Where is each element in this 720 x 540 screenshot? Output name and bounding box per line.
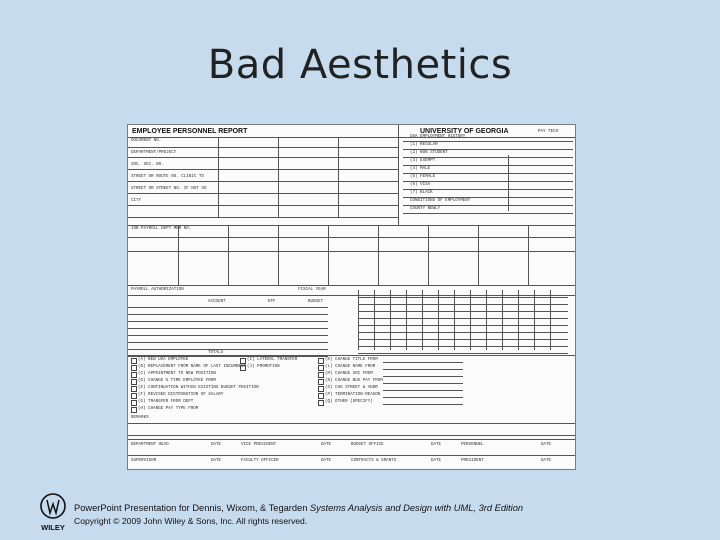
check-box xyxy=(131,372,137,378)
left-label: CITY xyxy=(131,199,142,203)
form-rule xyxy=(128,225,575,226)
right-label: (2) NON STUDENT xyxy=(410,151,448,155)
form-rule xyxy=(128,157,398,158)
fiscal-year-label: FISCAL YEAR xyxy=(298,288,326,292)
form-rule xyxy=(398,125,399,225)
signature-label: DATE xyxy=(541,459,552,463)
form-rule xyxy=(128,295,575,296)
checklist-item: (L) CHANGE NAME FROM xyxy=(325,365,376,369)
right-label: USA EMPLOYMENT HISTORY xyxy=(410,135,466,139)
form-rule xyxy=(508,155,509,211)
left-label: STREET OR ROUTE NO. CLINIC TO xyxy=(131,175,204,179)
footer-line-1 xyxy=(74,502,523,515)
check-box xyxy=(318,393,324,399)
form-rule xyxy=(128,205,398,206)
budget-label: BUDGET xyxy=(308,300,324,304)
payroll-authorization-label: PAYROLL AUTHORIZATION xyxy=(131,288,184,292)
form-rule xyxy=(128,355,575,356)
checklist-item: (M) CHANGE SOC FROM xyxy=(325,372,373,376)
form-rule xyxy=(128,193,398,194)
signature-label: DATE xyxy=(541,443,552,447)
check-box xyxy=(318,400,324,406)
form-rule xyxy=(128,181,398,182)
check-box xyxy=(131,358,137,364)
checklist-item: (D) CHANGE % TIME EMPLOYEE FROM xyxy=(138,379,216,383)
signature-label: DATE xyxy=(321,459,332,463)
footer-line-1-prefix: PowerPoint Presentation for Dennis, Wixom, & Tegarden xyxy=(74,503,310,513)
right-label: (4) MALE xyxy=(410,167,431,171)
form-title-left: EMPLOYEE PERSONNEL REPORT xyxy=(132,128,248,135)
signature-label: PRESIDENT xyxy=(461,459,484,463)
right-label: (5) FEMALE xyxy=(410,175,436,179)
checklist-item: (B) REPLACEMENT FROM NAME OF LAST INCUMBENT xyxy=(138,365,247,369)
check-box xyxy=(131,365,137,371)
checklist-item: (O) CHG STREET & ADDR xyxy=(325,386,378,390)
checklist-item: (I) LATERAL TRANSFER xyxy=(247,358,298,362)
right-label: (6) VISA xyxy=(410,183,431,187)
checklist-item: (G) TRANSFER FROM DEPT xyxy=(138,400,194,404)
slide-title: Bad Aesthetics xyxy=(207,42,513,88)
form-rule xyxy=(478,225,479,285)
right-label: (7) BLACK xyxy=(410,191,433,195)
signature-label: VICE PRESIDENT xyxy=(241,443,277,447)
form-rule xyxy=(228,225,229,285)
left-label: SOC. SEC. NO. xyxy=(131,163,164,167)
footer-line-1-italic: Systems Analysis and Design with UML, 3rd Edition xyxy=(309,503,524,513)
form-rule xyxy=(128,439,575,440)
eff-label: EFF xyxy=(268,300,276,304)
signature-label: CONTRACTS & GRANTS xyxy=(351,459,397,463)
form-rule xyxy=(128,169,398,170)
check-box xyxy=(318,372,324,378)
check-box xyxy=(131,407,137,413)
form-rule xyxy=(328,225,329,285)
form-rule xyxy=(428,225,429,285)
form-rule xyxy=(128,455,575,456)
signature-label: PERSONNEL xyxy=(461,443,484,447)
checklist-item: (N) CHANGE BUS PAY FROM xyxy=(325,379,383,383)
checklist-item: (Q) OTHER (SPECIFY) xyxy=(325,400,373,404)
signature-label: DATE xyxy=(321,443,332,447)
form-rule xyxy=(128,435,575,436)
check-box xyxy=(240,365,246,371)
form-rule xyxy=(218,137,219,217)
signature-label: SUPERVISOR xyxy=(131,459,157,463)
signature-label: DATE xyxy=(211,443,222,447)
form-rule xyxy=(128,137,398,138)
checklist-item: (C) APPOINTMENT TO NEW POSITION xyxy=(138,372,216,376)
check-box xyxy=(131,400,137,406)
checklist-item: (E) CONTINUATION WITHIN EXISTING BUDGET POSITION xyxy=(138,386,259,390)
remarks-label: REMARKS xyxy=(131,416,149,420)
right-label: (1) REGULAR xyxy=(410,143,438,147)
footer-credit xyxy=(74,502,523,528)
checklist-item: (K) CHANGE TITLE FROM xyxy=(325,358,378,362)
checklist-item: (A) NEW USA EMPLOYEE xyxy=(138,358,189,362)
form-rule xyxy=(278,225,279,285)
right-label: COUNTY NEWLY xyxy=(410,207,441,211)
left-label: STREET OR STREET NO. IF NOT SO xyxy=(131,187,207,191)
payroll-dept-label: JOB PAYROLL DEPT MBR NO. xyxy=(131,227,192,231)
signature-label: DATE xyxy=(431,443,442,447)
wiley-logo xyxy=(38,492,68,532)
checklist-item: (P) TERMINATION-REASON xyxy=(325,393,381,397)
checklist-item: (J) PROMOTION xyxy=(247,365,280,369)
totals-label: TOTALS xyxy=(208,351,224,355)
account-label: ACCOUNT xyxy=(208,300,226,304)
signature-label: DATE xyxy=(431,459,442,463)
check-box xyxy=(131,393,137,399)
check-box xyxy=(131,386,137,392)
signature-label: DEPARTMENT HEAD xyxy=(131,443,169,447)
left-label: DEPARTMENT/PROJECT xyxy=(131,151,177,155)
right-label: (3) EXEMPT xyxy=(410,159,436,163)
check-box xyxy=(318,386,324,392)
check-box xyxy=(318,358,324,364)
right-label: CONDITIONS OF EMPLOYMENT xyxy=(410,199,471,203)
form-title-right: UNIVERSITY OF GEORGIA xyxy=(420,128,509,135)
pay-tech-label: PAY TECH xyxy=(538,130,559,134)
check-box xyxy=(318,379,324,385)
form-rule xyxy=(178,225,179,285)
check-box xyxy=(318,365,324,371)
check-box xyxy=(240,358,246,364)
form-rule xyxy=(528,225,529,285)
signature-label: BUDGET OFFICE xyxy=(351,443,384,447)
wiley-logo-text: WILEY xyxy=(41,523,65,532)
employee-form-image xyxy=(127,124,576,470)
signature-label: DATE xyxy=(211,459,222,463)
form-rule xyxy=(128,285,575,286)
checklist-item: (F) REVISED DISTRIBUTION OF SALARY xyxy=(138,393,224,397)
signature-label: FACULTY OFFICER xyxy=(241,459,279,463)
form-rule xyxy=(128,251,575,252)
left-label: DOCUMENT NO. xyxy=(131,139,162,143)
checklist-item: (H) CHANGE PAY TYPE FROM xyxy=(138,407,199,411)
form-rule xyxy=(278,137,279,217)
form-rule xyxy=(128,423,575,424)
check-box xyxy=(131,379,137,385)
form-rule xyxy=(338,137,339,217)
footer-line-2: Copyright © 2009 John Wiley & Sons, Inc. All rights reserved. xyxy=(74,516,308,526)
form-rule xyxy=(378,225,379,285)
form-rule xyxy=(128,237,575,238)
form-rule xyxy=(128,217,398,218)
form-rule xyxy=(128,147,398,148)
